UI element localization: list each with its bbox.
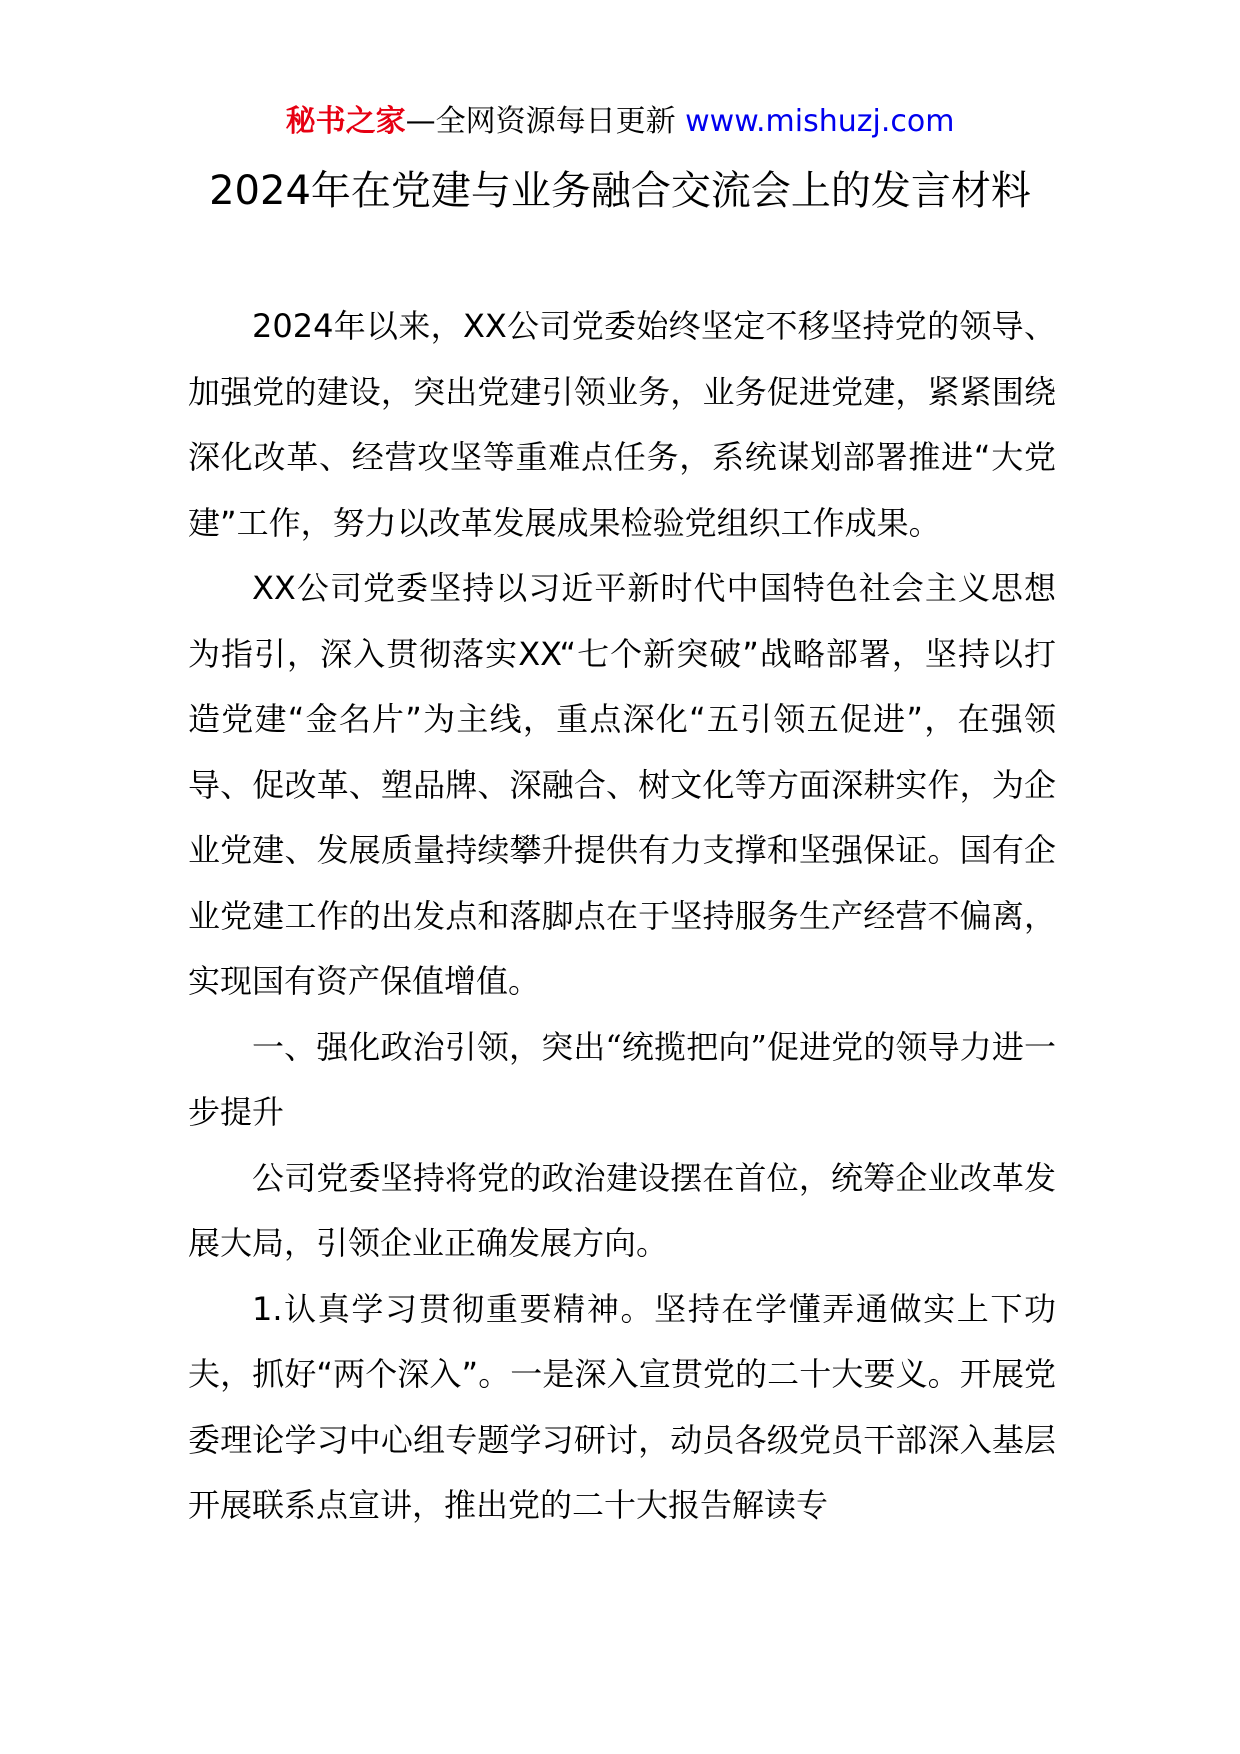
document-body [188, 294, 1056, 1539]
header-tagline: —全网资源每日更新 [405, 104, 676, 139]
paragraph-item-1: 1.认真学习贯彻重要精神。坚持在学懂弄通做实上下功夫，抓好“两个深入”。一是深入宣贯党的二十大要义。开展党委理论学习中心组专题学习研讨，动员各级党员干部深入基层开展联系点宣讲，推出党的二十大报告解读专 [188, 1289, 1056, 1524]
brand-name: 秘书之家 [285, 104, 406, 139]
site-header [0, 100, 1240, 144]
document-title: 2024年在党建与业务融合交流会上的发言材料 [209, 168, 1031, 214]
section-heading: 一、强化政治引领，突出“统揽把向”促进党的领导力进一步提升 [188, 1027, 1056, 1131]
paragraph-section-intro: 公司党委坚持将党的政治建设摆在首位，统筹企业改革发展大局，引领企业正确发展方向。 [188, 1158, 1056, 1262]
paragraph-intro: 2024年以来，XX公司党委始终坚定不移坚持党的领导、加强党的建设，突出党建引领业务，业务促进党建，紧紧围绕深化改革、经营攻坚等重难点任务，系统谋划部署推进“大党建”工作，努力以改革发展成果检验党组织工作成果。 [188, 307, 1056, 542]
paragraph-overview: XX公司党委坚持以习近平新时代中国特色社会主义思想为指引，深入贯彻落实XX“七个新突破”战略部署，坚持以打造党建“金名片”为主线，重点深化“五引领五促进”，在强领导、促改革、塑品牌、深融合、树文化等方面深耕实作，为企业党建、发展质量持续攀升提供有力支撑和坚强保证。国有企业党建工作的出发点和落脚点在于坚持服务生产经营不偏离，实现国有资产保值增值。 [188, 569, 1056, 1000]
site-url-link[interactable]: www.mishuzj.com [685, 104, 955, 139]
